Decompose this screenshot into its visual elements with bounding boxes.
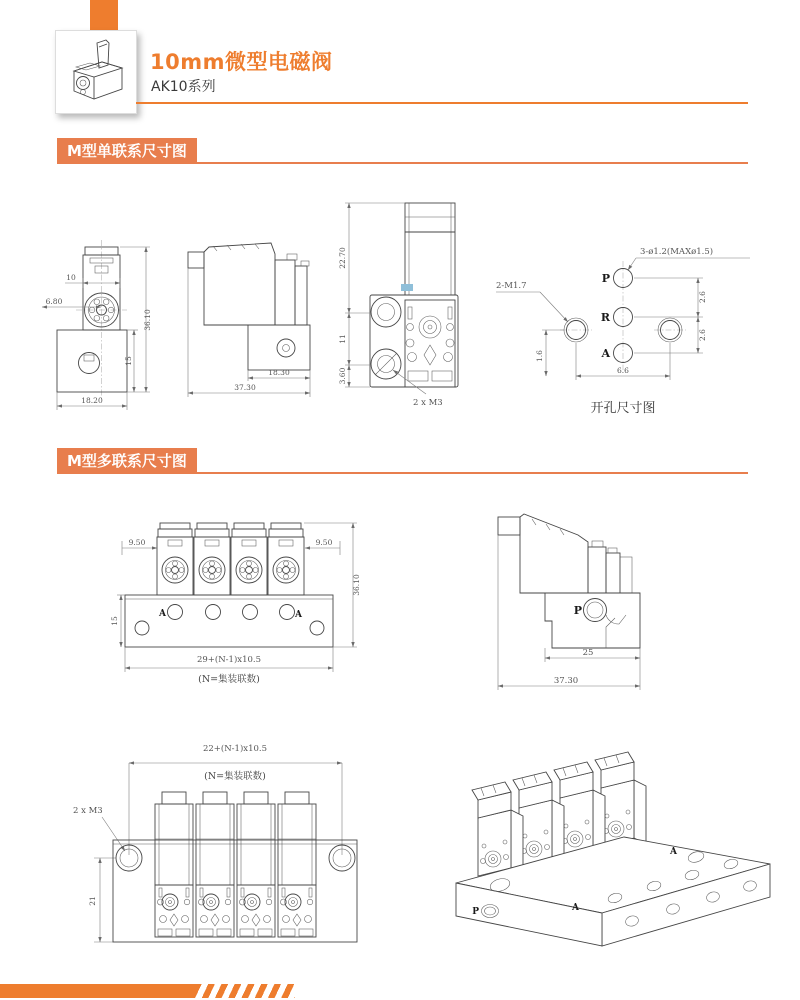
port-a-left-label: A <box>159 609 166 619</box>
bottom-width-formula: 22+(N-1)x10.5 <box>202 744 268 754</box>
hole-pattern-drawing <box>488 215 778 430</box>
dim-left-950: 9.50 <box>128 538 146 547</box>
dim-base-height: 15 <box>124 356 133 366</box>
section-rule-1 <box>57 162 748 164</box>
manifold-valves <box>157 523 304 595</box>
dim-base-depth: 18.30 <box>268 368 290 377</box>
manifold-width-formula: 29+(N-1)x10.5 <box>196 655 262 665</box>
highlight-mark <box>401 284 413 291</box>
page-title: 10mm微型电磁阀 <box>150 50 333 74</box>
series-subtitle: AK10系列 <box>151 79 216 95</box>
dim-mid: 11 <box>338 334 347 344</box>
thread-size-note: 2-M1.7 <box>496 281 527 291</box>
dim-right-950: 9.50 <box>315 538 333 547</box>
dim-manifold-height: 36.10 <box>352 574 361 596</box>
single-side-view-drawing <box>183 188 323 428</box>
footer-bar <box>0 984 195 998</box>
manifold-front-view-drawing <box>105 500 377 698</box>
header-divider <box>136 102 748 104</box>
iso-port-a2-label: A <box>670 847 677 857</box>
single-top-view-drawing <box>333 185 483 435</box>
dim-height-21: 21 <box>88 896 97 906</box>
dim-offset: 1.6 <box>535 350 544 362</box>
dim-height: 36.10 <box>143 309 152 331</box>
single-front-view-drawing <box>40 188 185 428</box>
manifold-bottom-view-drawing <box>68 735 373 970</box>
hole-pattern-caption: 开孔尺寸图 <box>590 401 656 416</box>
footer-stripes <box>195 984 295 998</box>
dim-upper: 22.70 <box>338 247 347 269</box>
iso-port-p-label: P <box>472 907 479 917</box>
dim-base-width: 18.20 <box>81 396 103 405</box>
dim-inner-25: 25 <box>582 648 594 658</box>
valve-thumbnail-drawing <box>56 31 136 111</box>
dim-port-offset: 6.80 <box>45 297 63 306</box>
dim-top-width: 10 <box>66 273 76 282</box>
dim-span: 6.6 <box>617 366 629 375</box>
dim-base-height-15: 15 <box>110 616 119 626</box>
manifold-width-note: (N=集装联数) <box>198 674 260 685</box>
bottom-width-note: (N=集装联数) <box>204 771 266 782</box>
bottom-thread-label: 2 x M3 <box>73 806 103 816</box>
dim-total-3730: 37.30 <box>553 676 579 686</box>
hole-size-note: 3-ø1.2(MAXø1.5) <box>640 247 714 257</box>
orange-tab <box>90 0 118 32</box>
port-a-right-label: A <box>295 610 302 620</box>
bottom-valve-units <box>155 792 316 937</box>
section-rule-2 <box>57 472 748 474</box>
section-heading-single: M型单联系尺寸图 <box>57 138 197 164</box>
dim-lower: 3.60 <box>338 367 347 385</box>
thread-label: 2 x M3 <box>413 398 443 408</box>
iso-port-a1-label: A <box>572 903 579 913</box>
section-heading-multi: M型多联系尺寸图 <box>57 448 197 474</box>
port-r-label: R <box>600 311 610 324</box>
dim-r-a: 2.6 <box>698 329 707 341</box>
dim-total-depth: 37.30 <box>234 383 256 392</box>
manifold-isometric-drawing <box>438 733 780 975</box>
product-thumbnail <box>55 30 137 114</box>
dim-p-r: 2.6 <box>698 291 707 303</box>
port-p-label: P <box>601 272 610 285</box>
manifold-side-view-drawing <box>488 503 693 700</box>
port-a-label: A <box>601 347 610 360</box>
port-p-side-label: P <box>573 604 582 617</box>
